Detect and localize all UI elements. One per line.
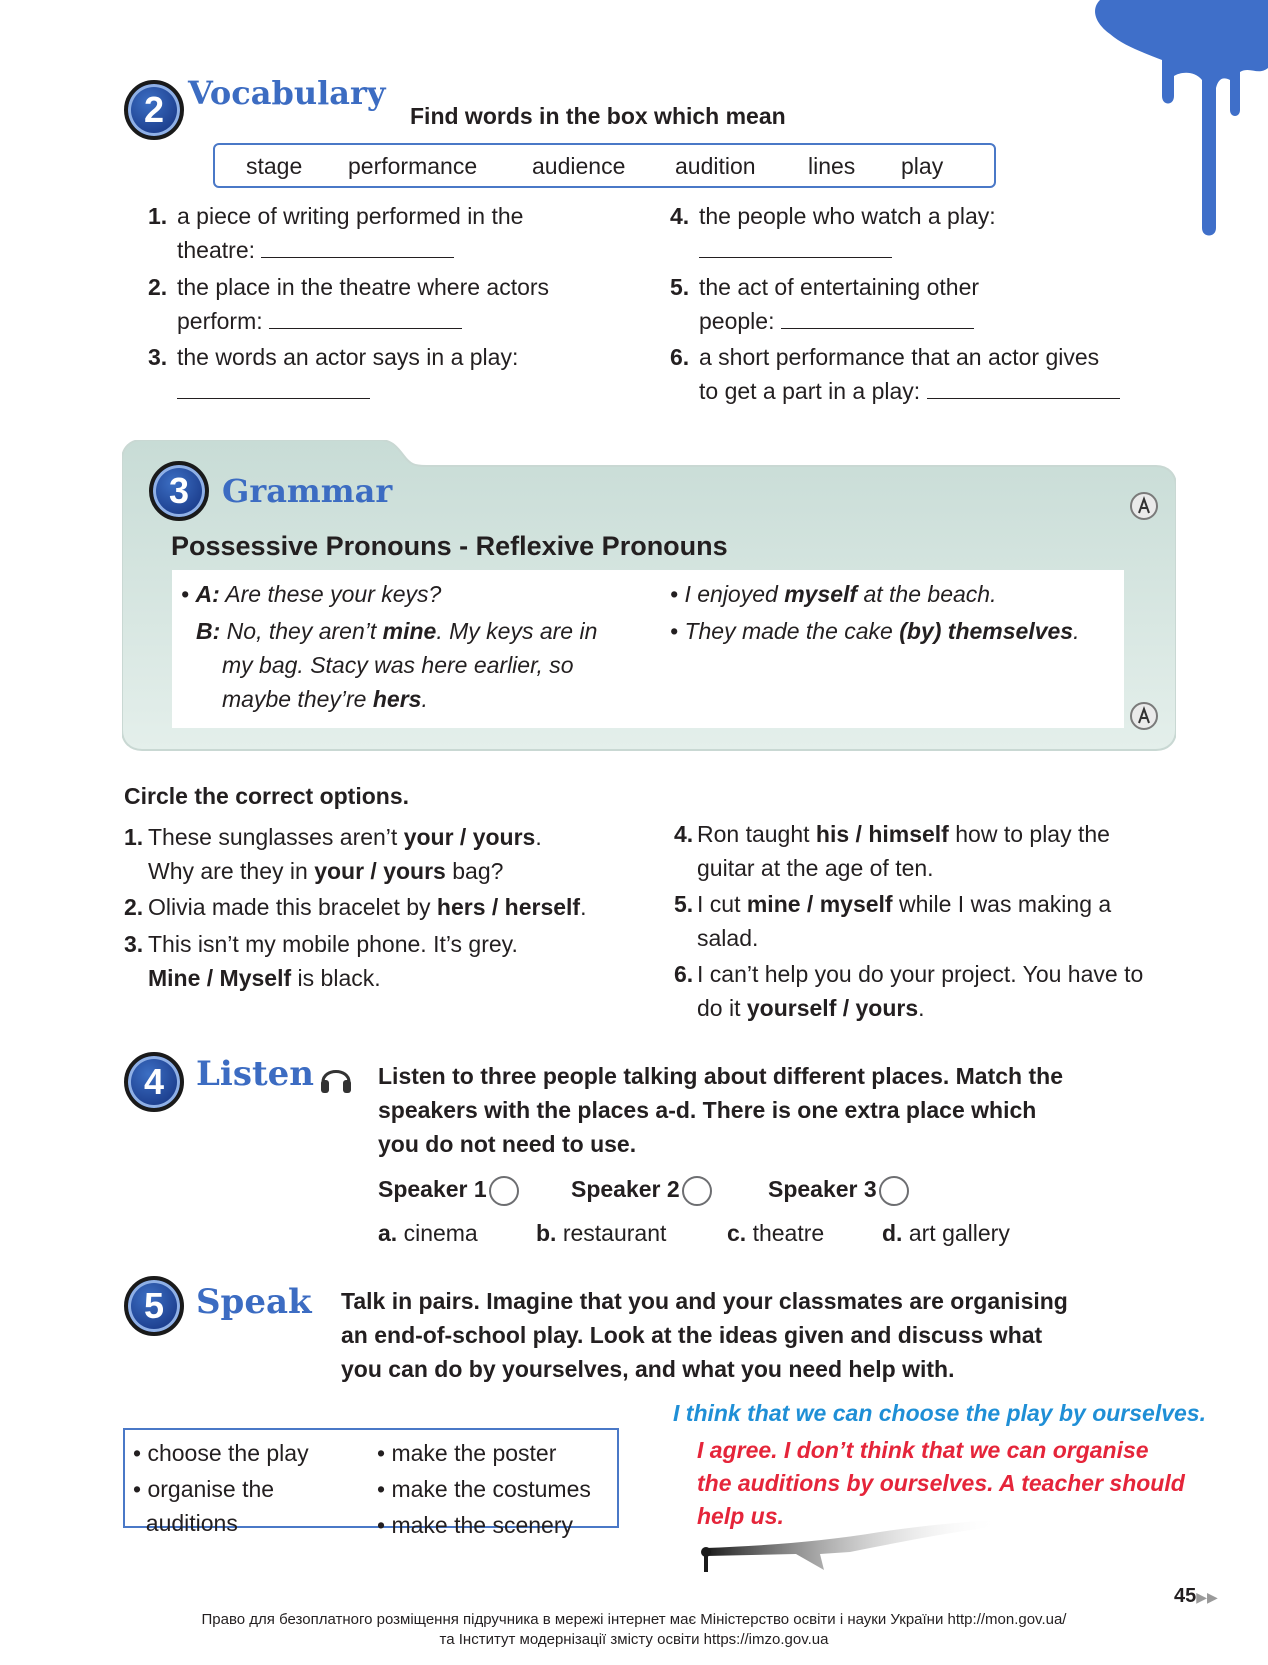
section-number-badge: 4: [124, 1052, 184, 1112]
option-choice[interactable]: your / yours: [403, 824, 536, 850]
place-option: c. theatre: [727, 1220, 825, 1246]
item-number: 4.: [674, 821, 694, 847]
speech-example-blue: I think that we can choose the play by ourselves.: [673, 1400, 1206, 1426]
item-number: 2.: [124, 894, 144, 920]
word-box: [213, 143, 996, 188]
item-number: 4.: [670, 203, 690, 229]
item-number: 1.: [124, 824, 144, 850]
item-text: a short performance that an actor gives: [699, 344, 1100, 370]
item-number: 2.: [148, 274, 168, 300]
section-title-listen: Listen: [196, 1054, 315, 1094]
grammar-instruction: Circle the correct options.: [124, 783, 410, 809]
reference-icon[interactable]: [1129, 491, 1159, 521]
speaker-label: Speaker 3: [768, 1176, 877, 1203]
grammar-example-c: • I enjoyed myself at the beach.: [670, 581, 997, 607]
idea-item: • choose the play: [133, 1440, 309, 1466]
item-number: 6.: [674, 961, 694, 987]
item-text: a piece of writing performed in the: [177, 203, 524, 229]
vocabulary-instruction: Find words in the box which mean: [410, 103, 786, 129]
answer-blank[interactable]: [699, 238, 892, 258]
speak-instruction: Talk in pairs. Imagine that you and your classmates are organising an end-of-school play. Look at the ideas given and discuss what you can do by yourselves, and what you need help with.: [341, 1288, 1068, 1382]
section-title-vocabulary: [188, 74, 385, 112]
item-number: 5.: [674, 891, 694, 917]
vocabulary-item: [148, 270, 628, 338]
grammar-item: 4. Ron taught his / himself how to play the guitar at the age of ten.: [674, 817, 1194, 885]
grammar-subtitle: Possessive Pronouns - Reflexive Pronouns: [171, 531, 728, 561]
speaker-row: [768, 1176, 909, 1206]
vocabulary-item: [148, 340, 628, 408]
answer-blank[interactable]: [261, 238, 454, 258]
option-choice[interactable]: yourself / yours: [746, 995, 919, 1021]
grammar-item: 1. These sunglasses aren’t your / yours. Why are they in your / yours bag?: [124, 820, 644, 888]
section-number-badge: 5: [124, 1276, 184, 1336]
answer-blank[interactable]: [927, 379, 1120, 399]
word-box-item: performance: [348, 153, 478, 179]
option-choice[interactable]: hers / herself: [436, 894, 581, 920]
speech-example-red: I agree. I don’t think that we can organise the auditions by ourselves. A teacher should help us.: [697, 1437, 1185, 1529]
item-number: 3.: [148, 344, 168, 370]
item-number: 1.: [148, 203, 168, 229]
grammar-example-b-line2: my bag. Stacy was here earlier, so: [222, 652, 574, 678]
grammar-example-b: B: No, they aren’t mine. My keys are in: [196, 618, 598, 644]
section-number-badge: 2: [124, 80, 184, 140]
grammar-item: 5. I cut mine / myself while I was making a salad.: [674, 887, 1194, 955]
idea-item: • make the scenery: [377, 1512, 573, 1538]
footer-line: Право для безоплатного розміщення підручника в мережі інтернет має Міністерство освіти і науки України http://mon.gov.ua/: [201, 1611, 1067, 1628]
item-text: the act of entertaining other: [699, 274, 980, 300]
grammar-example-a: • A: Are these your keys?: [181, 581, 442, 607]
word-box-item: audience: [532, 153, 626, 179]
headphones-icon: [318, 1060, 354, 1096]
vocabulary-item: [670, 199, 1150, 267]
item-text: perform:: [177, 308, 263, 334]
item-text: the people who watch a play:: [699, 203, 996, 229]
speech-tail-decoration: [700, 1518, 1000, 1578]
grammar-example-b-line3: maybe they’re hers.: [222, 686, 428, 712]
vocabulary-item: [670, 340, 1150, 408]
vocabulary-title-text: Vocabulary: [188, 74, 386, 112]
item-number: 6.: [670, 344, 690, 370]
vocabulary-item: [670, 270, 1150, 338]
page-arrow-icon: ▶▶: [1196, 1589, 1218, 1605]
section-number-badge: 3: [149, 461, 209, 521]
grammar-item: 2. Olivia made this bracelet by hers / herself.: [124, 890, 644, 924]
answer-blank[interactable]: [781, 309, 974, 329]
item-text: to get a part in a play:: [699, 378, 921, 404]
idea-item: • make the costumes: [377, 1476, 591, 1502]
word-box-item: stage: [246, 153, 303, 179]
place-option: b. restaurant: [536, 1220, 667, 1246]
answer-circle[interactable]: [879, 1176, 909, 1206]
item-number: 3.: [124, 931, 144, 957]
speaker-row: [378, 1176, 519, 1206]
item-text: people:: [699, 308, 775, 334]
answer-circle[interactable]: [682, 1176, 712, 1206]
vocabulary-item: [148, 199, 628, 267]
speaker-label: Speaker 1: [378, 1176, 487, 1203]
word-box-item: play: [901, 153, 944, 179]
word-box-item: audition: [675, 153, 756, 179]
grammar-example-d: • They made the cake (by) themselves.: [670, 618, 1080, 644]
footer-line: та Інститут модернізації змісту освіти https://imzo.gov.ua: [439, 1631, 829, 1648]
answer-blank[interactable]: [177, 379, 370, 399]
word-box-item: lines: [808, 153, 856, 179]
idea-item: • organise the auditions: [133, 1476, 275, 1536]
item-text: the place in the theatre where actors: [177, 274, 550, 300]
item-text: the words an actor says in a play:: [177, 344, 519, 370]
page-number: 45▶▶: [1174, 1585, 1218, 1607]
option-choice[interactable]: mine / myself: [746, 891, 893, 917]
listen-instruction: Listen to three people talking about different places. Match the speakers with the places a-d. There is one extra place which you do not need to use.: [378, 1063, 1063, 1157]
place-option: a. cinema: [378, 1220, 478, 1246]
reference-icon[interactable]: [1129, 701, 1159, 731]
grammar-item: 6. I can’t help you do your project. You have to do it yourself / yours.: [674, 957, 1194, 1025]
item-number: 5.: [670, 274, 690, 300]
idea-item: • make the poster: [377, 1440, 557, 1466]
grammar-item: 3. This isn’t my mobile phone. It’s grey. Mine / Myself is black.: [124, 927, 644, 995]
option-choice[interactable]: your / yours: [314, 858, 446, 884]
option-choice[interactable]: Mine / Myself: [148, 965, 292, 991]
section-title-speak: Speak: [196, 1282, 312, 1322]
section-title-grammar: Grammar: [222, 472, 393, 510]
speaker-row: [571, 1176, 712, 1206]
option-choice[interactable]: his / himself: [815, 821, 949, 847]
answer-circle[interactable]: [489, 1176, 519, 1206]
item-text: theatre:: [177, 237, 255, 263]
place-option: d. art gallery: [882, 1220, 1010, 1246]
answer-blank[interactable]: [269, 309, 462, 329]
speaker-label: Speaker 2: [571, 1176, 680, 1203]
